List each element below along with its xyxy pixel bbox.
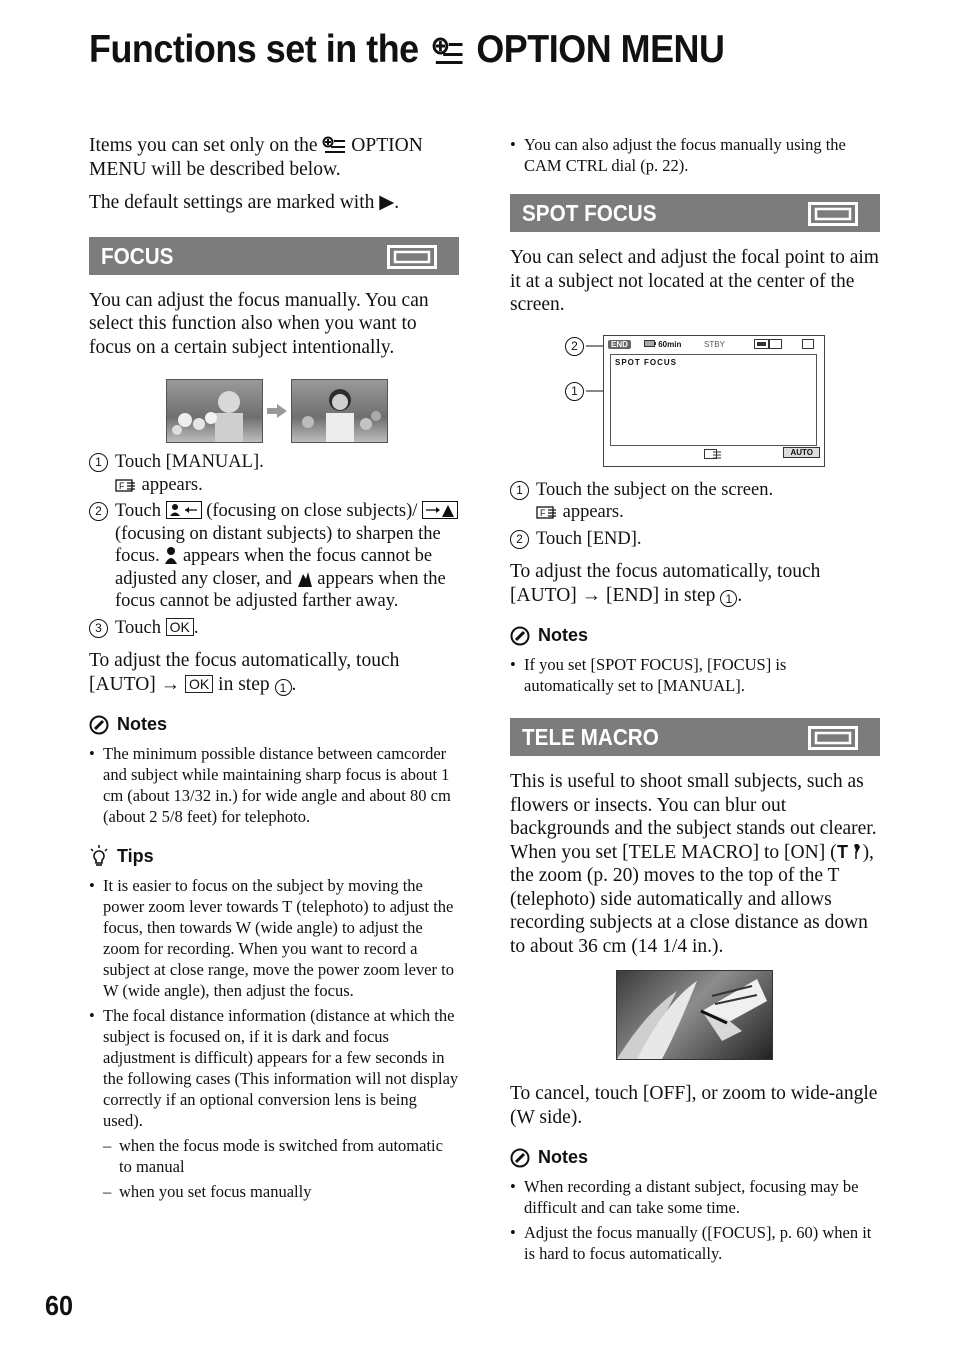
manual-focus-icon bbox=[115, 477, 137, 493]
focus-step-1-sub bbox=[115, 474, 459, 497]
right-column bbox=[510, 130, 880, 1268]
focus-tip-1: • It is easier to focus on the subject by moving the power zoom lever towards T (telephoto) to adjust the focus, then towards W (wide angle) to adjust the zoom for recording. When you want to record a subject at close range, move the power zoom lever to W (wide angle), then adjust the focus. bbox=[89, 875, 459, 1001]
tele-macro-icon bbox=[837, 841, 863, 861]
butterfly-photo bbox=[616, 970, 773, 1060]
spot-focus-section-header bbox=[510, 194, 880, 232]
spot-focus-step-1 bbox=[510, 479, 880, 524]
focus-tips-heading bbox=[89, 845, 459, 867]
focus-notes-list bbox=[89, 743, 459, 827]
photo-before bbox=[166, 379, 263, 443]
page-number: 60 bbox=[45, 1290, 74, 1321]
lcd-stby: STBY bbox=[704, 339, 725, 349]
step-number: 2 bbox=[89, 502, 108, 521]
focus-near-button-icon bbox=[166, 501, 202, 519]
tele-macro-body-2-a: When you set [TELE MACRO] to [ON] ( bbox=[510, 841, 837, 863]
focus-tip-case-1: – when the focus mode is switched from automatic to manual bbox=[89, 1135, 459, 1177]
focus-auto-instructions: To adjust the focus automatically, touch [AUTO] → OK in step 1 . bbox=[89, 650, 400, 695]
tele-macro-notes-heading bbox=[510, 1147, 880, 1168]
mountain-far-icon bbox=[297, 569, 313, 587]
arrow-right-icon bbox=[267, 404, 287, 418]
camera-mode-icon bbox=[808, 726, 858, 750]
focus-step-2-text-d: appears when the focus cannot be adjusted any closer, and bbox=[115, 546, 433, 589]
intro-line1-b: OPTION MENU will be described below. bbox=[89, 135, 423, 180]
flowers-portrait-image bbox=[167, 380, 262, 442]
step-number-ref: 1 bbox=[720, 590, 737, 607]
spot-focus-notes-heading bbox=[510, 625, 880, 646]
focus-notes-heading bbox=[89, 714, 459, 735]
spot-focus-auto-instructions: To adjust the focus automatically, touch [AUTO] → [END] in step 1 . bbox=[510, 561, 821, 606]
spot-focus-notes-list bbox=[510, 654, 880, 696]
focus-note-1: • The minimum possible distance between camcorder and subject while maintaining sharp focus is about 1 cm (about 13/32 in.) for wide angle and about 80 cm (about 2 5/8 feet) for telephoto. bbox=[89, 743, 459, 827]
focus-step-1-text: Touch [MANUAL]. bbox=[115, 452, 264, 472]
focus-step-2-text-a: Touch bbox=[115, 501, 161, 521]
tele-macro-notes-list bbox=[510, 1176, 880, 1264]
focus-tips-list bbox=[89, 875, 459, 1131]
quality-mode-icon bbox=[754, 339, 782, 349]
tele-macro-cancel: To cancel, touch [OFF], or zoom to wide-angle (W side). bbox=[510, 1083, 878, 1128]
tele-macro-note-1: • When recording a distant subject, focusing may be difficult and can take some time. bbox=[510, 1176, 880, 1218]
option-menu-icon bbox=[432, 37, 463, 67]
notes-icon bbox=[510, 626, 530, 646]
butterfly-on-flower-image bbox=[617, 971, 772, 1059]
camera-mode-icon bbox=[387, 245, 437, 269]
focus-step-3: 3 Touch OK . bbox=[89, 617, 459, 640]
tips-lightbulb-icon bbox=[89, 845, 109, 867]
media-icon bbox=[802, 339, 814, 349]
spot-focus-header-label: SPOT FOCUS bbox=[522, 200, 657, 226]
left-column bbox=[89, 130, 459, 1206]
spot-focus-body: You can select and adjust the focal point to aim it at a subject not located at the center of the screen. bbox=[510, 247, 879, 315]
step-number-ref: 1 bbox=[275, 679, 292, 696]
step-number: 1 bbox=[89, 453, 108, 472]
tele-macro-note-2: • Adjust the focus manually ([FOCUS], p. 60) when it is hard to focus automatically. bbox=[510, 1222, 880, 1264]
manual-focus-icon bbox=[704, 448, 722, 460]
page-title-prefix: Functions set in the bbox=[89, 28, 419, 71]
tele-macro-body-2-b: ), the zoom (p. 20) moves to the top of the T (telephoto) side automatically and allows recording subjects at a close distance as down to about 36 cm (14 1/4 in.). bbox=[510, 841, 874, 957]
tele-macro-section-header bbox=[510, 718, 880, 756]
notes-label: Notes bbox=[117, 714, 168, 734]
focus-tip-2: • The focal distance information (distance at which the subject is focused on, if it is dark and focus adjustment is difficult) appears for a few seconds in the following cases (This information will not display correctly if an optional conversion lens is being used). bbox=[89, 1005, 459, 1131]
spot-focus-steps bbox=[510, 479, 880, 551]
lcd-time-text: 60min bbox=[658, 339, 682, 349]
spot-step-1-text: Touch the subject on the screen. bbox=[536, 479, 774, 500]
default-settings-text: The default settings are marked with ▶. bbox=[89, 192, 400, 213]
focus-auto-text-a: To adjust the focus automatically, touch [AUTO] → bbox=[89, 650, 400, 695]
focus-auto-text-b: in step bbox=[218, 673, 270, 695]
flowers-portrait-focused-image bbox=[292, 380, 387, 442]
lcd-battery-time bbox=[644, 340, 681, 349]
spot-focus-step-2 bbox=[510, 528, 880, 551]
focus-far-button-icon bbox=[422, 501, 458, 519]
svg-text:F: F bbox=[119, 480, 125, 491]
ok-button-label: OK bbox=[166, 618, 194, 636]
focus-tip-2-cases bbox=[89, 1135, 459, 1202]
focus-step-2-text-c: (focusing on distant subjects) to sharpen the focus. bbox=[115, 523, 441, 566]
spot-auto-text: To adjust the focus automatically, touch [AUTO] → [END] in step bbox=[510, 561, 821, 606]
tele-macro-body-1: This is useful to shoot small subjects, such as flowers or insects. You can blur out backgrounds and the subject stands out clearer. bbox=[510, 771, 877, 839]
focus-step-2-text-e: appears when the focus cannot be adjusted farther away. bbox=[115, 568, 446, 611]
focus-step-1 bbox=[89, 451, 459, 496]
step-number: 3 bbox=[89, 619, 108, 638]
focus-steps bbox=[89, 451, 459, 639]
focus-step-1-sub-text: appears. bbox=[141, 474, 203, 495]
cam-ctrl-note-list bbox=[510, 134, 880, 176]
intro-line1-a: Items you can set only on the bbox=[89, 135, 318, 156]
focus-step-3-text: Touch bbox=[115, 617, 161, 638]
spot-step-1-sub bbox=[536, 501, 880, 524]
callout-1: 1 bbox=[565, 382, 584, 401]
intro-text bbox=[89, 134, 459, 181]
focus-step-2 bbox=[89, 500, 459, 613]
tele-macro-body-2 bbox=[510, 841, 880, 959]
svg-text:F: F bbox=[540, 508, 546, 518]
focus-step-2-text-b: (focusing on close subjects)/ bbox=[206, 501, 418, 521]
spot-focus-note-1: • If you set [SPOT FOCUS], [FOCUS] is automatically set to [MANUAL]. bbox=[510, 654, 880, 696]
spot-focus-lcd-figure bbox=[510, 335, 880, 467]
ok-button-label: OK bbox=[185, 675, 213, 693]
camera-mode-icon bbox=[808, 202, 858, 226]
manual-focus-icon bbox=[536, 504, 558, 520]
notes-label: Notes bbox=[538, 625, 589, 645]
lcd-touch-area[interactable] bbox=[610, 354, 817, 446]
step-number: 2 bbox=[510, 530, 529, 549]
focus-section-header bbox=[89, 237, 459, 275]
photo-after bbox=[291, 379, 388, 443]
battery-icon bbox=[644, 340, 656, 347]
spot-step-1-sub-text: appears. bbox=[562, 502, 624, 522]
cam-ctrl-note: • You can also adjust the focus manually using the CAM CTRL dial (p. 22). bbox=[510, 134, 880, 176]
tele-macro-header-label: TELE MACRO bbox=[522, 724, 659, 750]
lcd-auto-button[interactable]: AUTO bbox=[783, 447, 820, 458]
person-near-icon bbox=[164, 546, 178, 564]
notes-icon bbox=[89, 715, 109, 735]
lcd-end-button[interactable]: END bbox=[608, 340, 631, 349]
tips-label: Tips bbox=[117, 845, 154, 866]
focus-example-photos bbox=[166, 379, 459, 443]
spot-step-2-text: Touch [END]. bbox=[536, 528, 642, 549]
focus-tip-case-2: – when you set focus manually bbox=[89, 1181, 459, 1202]
step-number: 1 bbox=[510, 481, 529, 500]
notes-icon bbox=[510, 1148, 530, 1168]
svg-text:T: T bbox=[836, 841, 848, 861]
callout-2: 2 bbox=[565, 337, 584, 356]
lcd-spot-focus-title: SPOT FOCUS bbox=[615, 357, 678, 367]
page-title bbox=[89, 28, 724, 72]
option-menu-icon bbox=[322, 136, 346, 154]
lcd-screen bbox=[603, 335, 825, 467]
page-title-suffix: OPTION MENU bbox=[476, 28, 725, 71]
focus-body: You can adjust the focus manually. You can select this function also when you want to focus on a certain subject intentionally. bbox=[89, 289, 429, 358]
focus-header-label: FOCUS bbox=[101, 242, 174, 269]
notes-label: Notes bbox=[538, 1147, 589, 1167]
